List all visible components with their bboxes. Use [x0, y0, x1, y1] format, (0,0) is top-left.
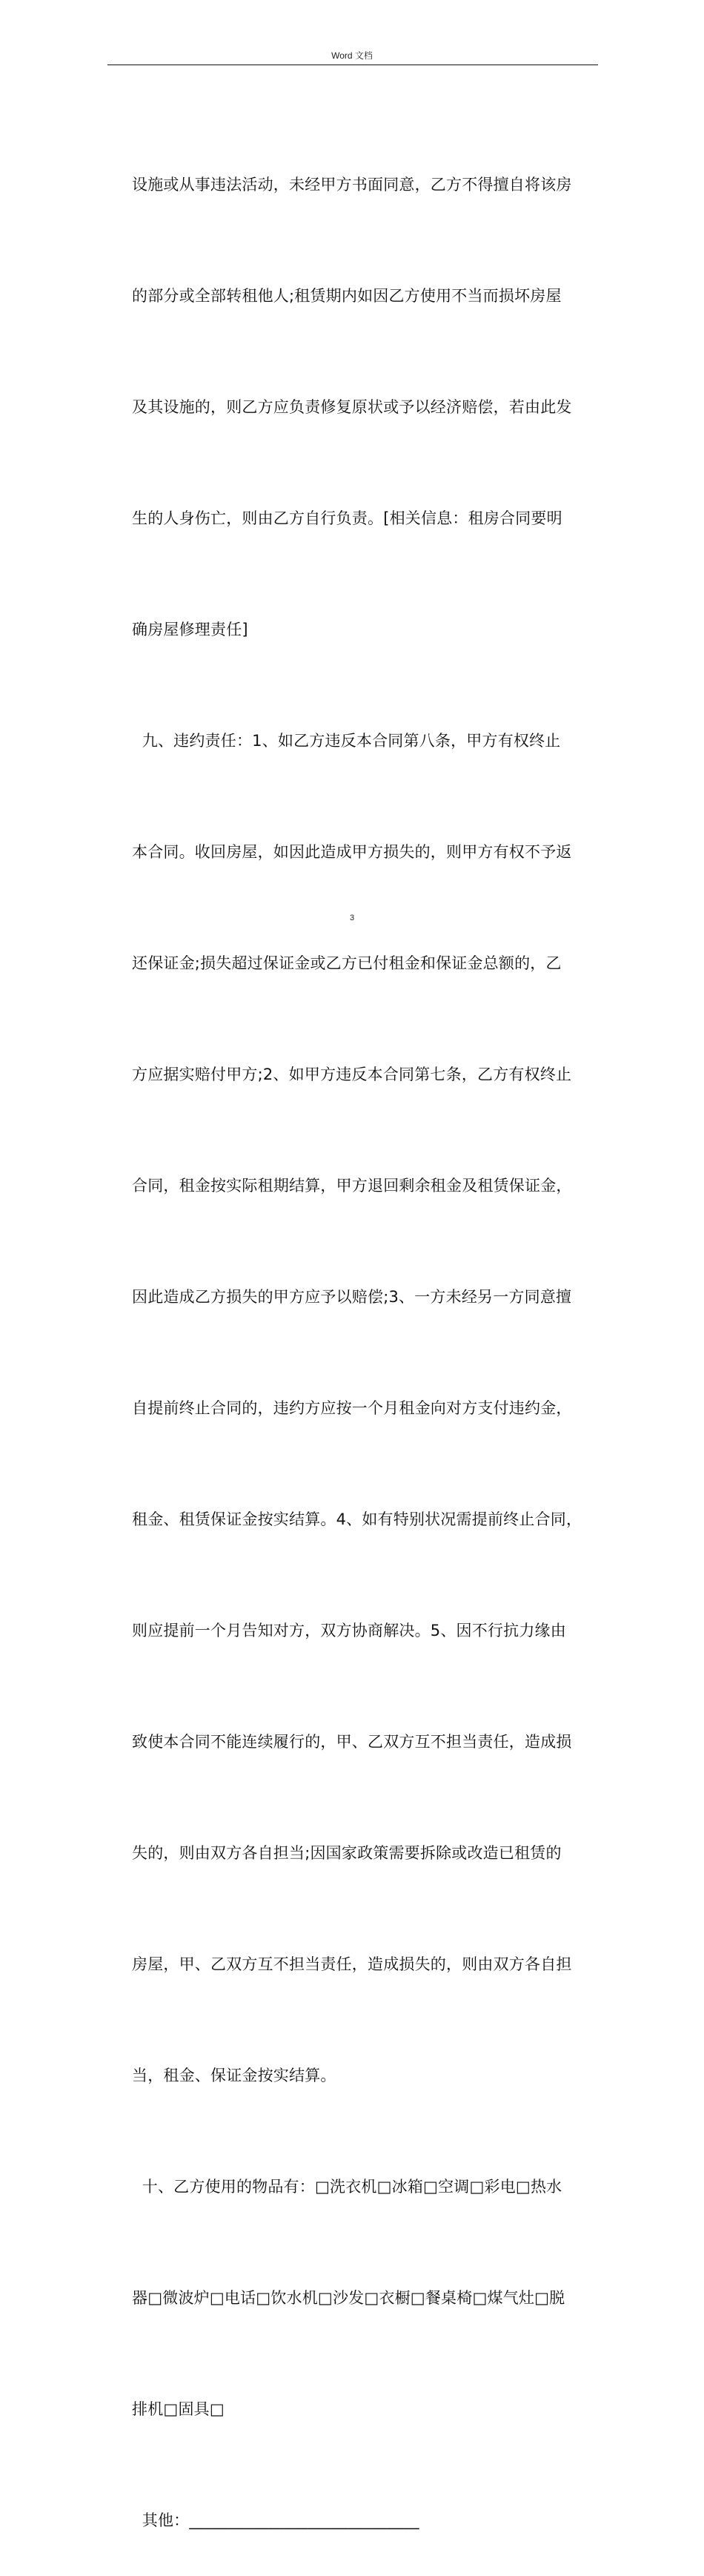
page-header-title: Word 文档 [331, 50, 373, 61]
body-line: 本合同。收回房屋，如因此造成甲方损失的，则甲方有权不予返 [132, 843, 572, 861]
body-line: 致使本合同不能连续履行的，甲、乙双方互不担当责任，造成损 [132, 1733, 572, 1751]
body-line: 则应提前一个月告知对方，双方协商解决。5、因不行抗力缘由 [132, 1622, 566, 1639]
body-line: 房屋，甲、乙双方互不担当责任，造成损失的，则由双方各自担 [132, 1955, 572, 1973]
body-line: 还保证金;损失超过保证金或乙方已付租金和保证金总额的，乙 [132, 954, 562, 972]
body-line: 当，租金、保证金按实结算。 [132, 2067, 336, 2084]
body-line: 因此造成乙方损失的甲方应予以赔偿;3、一方未经另一方同意擅 [132, 1288, 572, 1306]
page-number: 3 [349, 914, 355, 922]
body-line: 器□微波炉□电话□饮水机□沙发□衣橱□餐桌椅□煤气灶□脱 [132, 2289, 565, 2307]
body-line: 设施或从事违法活动，未经甲方书面同意，乙方不得擅自将该房 [132, 176, 572, 194]
document-body [132, 92, 599, 2576]
body-line: 九、违约责任：1、如乙方违反本合同第八条，甲方有权终止 [132, 732, 561, 750]
body-line: 十、乙方使用的物品有：□洗衣机□冰箱□空调□彩电□热水 [132, 2178, 562, 2196]
body-line: 的部分或全部转租他人;租赁期内如因乙方使用不当而损坏房屋 [132, 287, 562, 305]
body-line: 排机□固具□ [132, 2400, 225, 2418]
body-line: 方应据实赔付甲方;2、如甲方违反本合同第七条，乙方有权终止 [132, 1066, 572, 1083]
body-line: 确房屋修理责任] [132, 621, 248, 638]
body-line: 生的人身伤亡，则由乙方自行负责。[相关信息：租房合同要明 [132, 509, 562, 527]
body-line: 失的，则由双方各自担当;因国家政策需要拆除或改造已租赁的 [132, 1844, 562, 1862]
body-line: 其他：_____________________________ [132, 2511, 419, 2529]
body-line: 合同，租金按实际租期结算，甲方退回剩余租金及租赁保证金， [132, 1177, 572, 1195]
body-line: 自提前终止合同的，违约方应按一个月租金向对方支付违约金， [132, 1399, 572, 1417]
body-line: 及其设施的，则乙方应负责修复原状或予以经济赔偿，若由此发 [132, 398, 572, 416]
body-line: 租金、租赁保证金按实结算。4、如有特别状况需提前终止合同， [132, 1510, 582, 1528]
